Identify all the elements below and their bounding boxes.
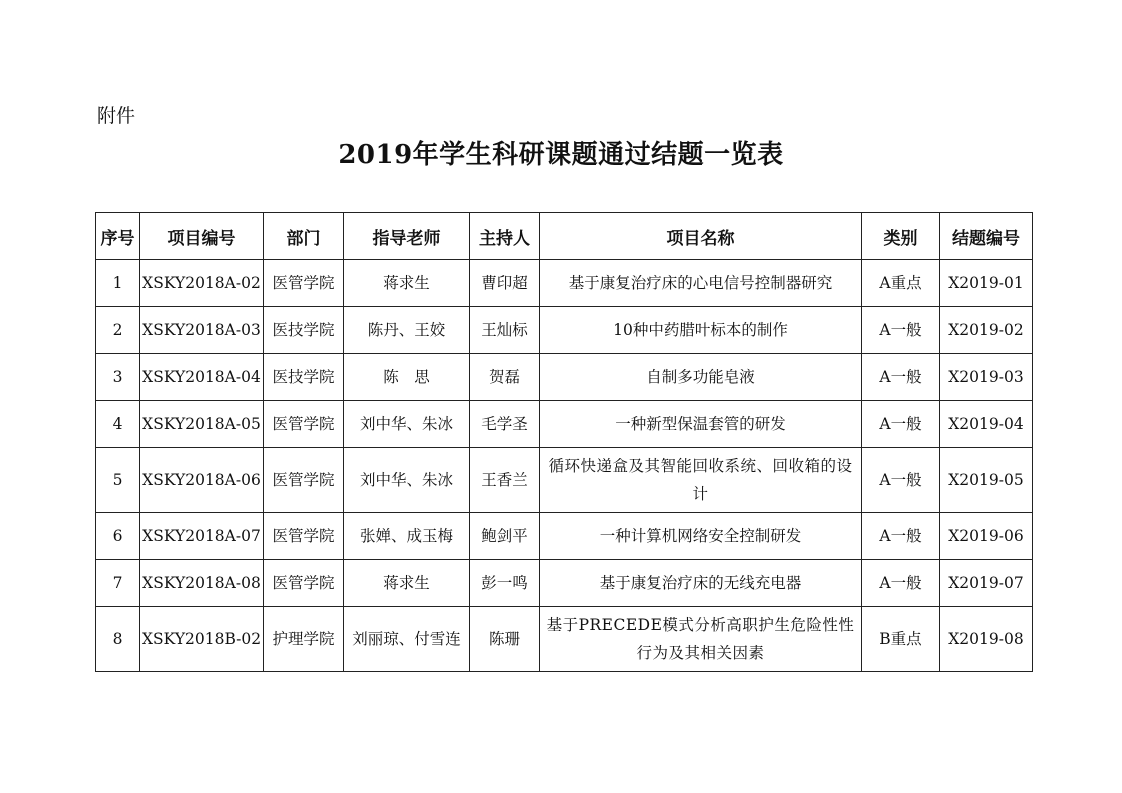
table-header-row [96, 213, 1033, 260]
table-row [96, 401, 1033, 448]
cell-no: 8 [96, 607, 140, 672]
cell-project-id: XSKY2018A-05 [140, 401, 264, 448]
cell-category: A一般 [862, 354, 940, 401]
cell-host: 王香兰 [470, 448, 540, 513]
cell-closing-no: X2019-06 [940, 513, 1033, 560]
column-header-closing-no: 结题编号 [940, 213, 1033, 260]
cell-project-id: XSKY2018A-08 [140, 560, 264, 607]
cell-project-id: XSKY2018A-06 [140, 448, 264, 513]
cell-project-name: 一种新型保温套管的研发 [540, 401, 862, 448]
cell-host: 贺磊 [470, 354, 540, 401]
cell-department: 医管学院 [264, 401, 344, 448]
cell-project-name: 基于康复治疗床的无线充电器 [540, 560, 862, 607]
cell-host: 鲍剑平 [470, 513, 540, 560]
cell-project-name: 自制多功能皂液 [540, 354, 862, 401]
cell-department: 医技学院 [264, 354, 344, 401]
table-row [96, 513, 1033, 560]
cell-department: 医技学院 [264, 307, 344, 354]
cell-host: 彭一鸣 [470, 560, 540, 607]
cell-closing-no: X2019-04 [940, 401, 1033, 448]
cell-advisor: 蒋求生 [344, 260, 470, 307]
cell-host: 王灿标 [470, 307, 540, 354]
cell-project-name: 10种中药腊叶标本的制作 [540, 307, 862, 354]
cell-no: 6 [96, 513, 140, 560]
cell-project-name: 一种计算机网络安全控制研发 [540, 513, 862, 560]
cell-closing-no: X2019-02 [940, 307, 1033, 354]
table-row [96, 448, 1033, 513]
cell-host: 毛学圣 [470, 401, 540, 448]
cell-closing-no: X2019-05 [940, 448, 1033, 513]
cell-no: 7 [96, 560, 140, 607]
table-row [96, 260, 1033, 307]
cell-category: B重点 [862, 607, 940, 672]
column-header-project-id: 项目编号 [140, 213, 264, 260]
cell-no: 2 [96, 307, 140, 354]
column-header-category: 类别 [862, 213, 940, 260]
column-header-host: 主持人 [470, 213, 540, 260]
cell-department: 医管学院 [264, 513, 344, 560]
cell-project-name: 基于康复治疗床的心电信号控制器研究 [540, 260, 862, 307]
cell-advisor: 刘中华、朱冰 [344, 401, 470, 448]
cell-project-id: XSKY2018A-02 [140, 260, 264, 307]
cell-category: A重点 [862, 260, 940, 307]
column-header-no: 序号 [96, 213, 140, 260]
cell-no: 1 [96, 260, 140, 307]
cell-advisor: 陈丹、王姣 [344, 307, 470, 354]
cell-advisor: 刘丽琼、付雪连 [344, 607, 470, 672]
cell-advisor: 张婵、成玉梅 [344, 513, 470, 560]
cell-category: A一般 [862, 448, 940, 513]
cell-category: A一般 [862, 401, 940, 448]
table-row [96, 560, 1033, 607]
table-row [96, 607, 1033, 672]
cell-category: A一般 [862, 307, 940, 354]
column-header-project-name: 项目名称 [540, 213, 862, 260]
cell-closing-no: X2019-07 [940, 560, 1033, 607]
cell-project-id: XSKY2018A-07 [140, 513, 264, 560]
attachment-label: 附件 [97, 105, 136, 127]
cell-category: A一般 [862, 513, 940, 560]
cell-department: 医管学院 [264, 448, 344, 513]
cell-closing-no: X2019-08 [940, 607, 1033, 672]
cell-advisor: 刘中华、朱冰 [344, 448, 470, 513]
cell-closing-no: X2019-03 [940, 354, 1033, 401]
cell-host: 曹印超 [470, 260, 540, 307]
cell-no: 3 [96, 354, 140, 401]
cell-no: 4 [96, 401, 140, 448]
cell-project-id: XSKY2018A-03 [140, 307, 264, 354]
table-row [96, 307, 1033, 354]
cell-advisor: 蒋求生 [344, 560, 470, 607]
cell-project-name: 基于PRECEDE模式分析高职护生危险性性行为及其相关因素 [540, 607, 862, 672]
column-header-advisor: 指导老师 [344, 213, 470, 260]
cell-department: 医管学院 [264, 560, 344, 607]
cell-no: 5 [96, 448, 140, 513]
cell-project-id: XSKY2018A-04 [140, 354, 264, 401]
cell-project-id: XSKY2018B-02 [140, 607, 264, 672]
results-table [95, 212, 1033, 672]
cell-project-name: 循环快递盒及其智能回收系统、回收箱的设计 [540, 448, 862, 513]
cell-closing-no: X2019-01 [940, 260, 1033, 307]
cell-advisor: 陈 思 [344, 354, 470, 401]
cell-category: A一般 [862, 560, 940, 607]
cell-department: 护理学院 [264, 607, 344, 672]
cell-host: 陈珊 [470, 607, 540, 672]
page-title: 2019年学生科研课题通过结题一览表 [338, 140, 784, 170]
column-header-department: 部门 [264, 213, 344, 260]
table-row [96, 354, 1033, 401]
cell-department: 医管学院 [264, 260, 344, 307]
